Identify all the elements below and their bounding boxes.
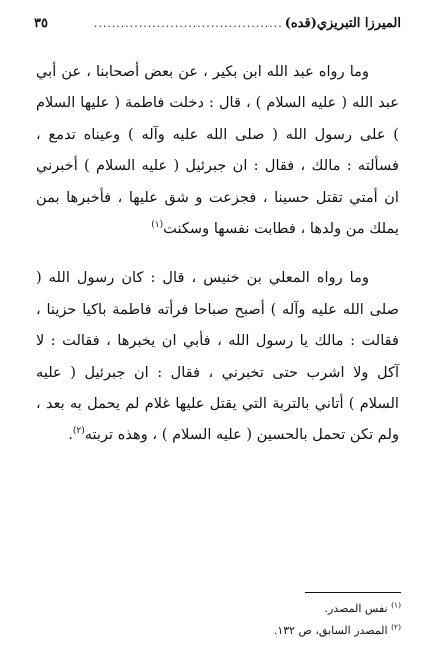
footnote-2 [40, 620, 401, 642]
footnote-2-mark: (٢) [391, 622, 401, 632]
footnote-1 [40, 598, 401, 620]
page-number: ٣٥ [34, 15, 48, 31]
body-text [36, 56, 399, 451]
header-leader-dots: .......................................... [93, 16, 283, 30]
footnotes [40, 598, 401, 642]
footnote-ref-2: (٢) [72, 426, 85, 437]
footnote-separator [305, 592, 401, 593]
paragraph-2 [36, 262, 399, 450]
footnote-2-text: المصدر السابق، ص ١٣٢. [273, 624, 388, 637]
paragraph-1-text: وما رواه عبد الله ابن بكير ، عن بعض أصحابنا ، عن أبي عبد الله ( عليه السلام ) ، قال : دخلت فاطمة ( عليها السلام ) على رسول الله ( صلى الله عليه وآله ) وعيناه تدمع ، فسألته : مالك ، فقال : ان جبرئيل ( عليه السلام ) أخبرني ان أمتي تقتل حسينا ، فجزعت و شق عليها ، فأخبرها بمن يملك من ولدها ، فطابت نفسها وسكنت [36, 63, 399, 238]
page-header [34, 12, 401, 34]
paragraph-1 [36, 56, 399, 244]
footnote-1-text: نفس المصدر. [324, 602, 388, 615]
footnote-1-mark: (١) [391, 600, 401, 610]
paragraph-2-end: . [68, 426, 73, 444]
paragraph-2-text: وما رواه المعلي بن خنيس ، قال : كان رسول الله ( صلى الله عليه وآله ) أصبح صباحا فرأته فاطمة باكيا حزينا ، فقالت : مالك يا رسول الله ، فأبي ان يخبرها ، فقالت : لا آكل ولا اشرب حتى تخبرني ، فقال : ان جبرئيل ( عليه السلام ) أتاني بالتربة التي يقتل عليها غلام لم يحمل به بعد ، ولم تكن تحمل بالحسين ( عليه السلام ) ، وهذه تربته [36, 269, 399, 444]
running-title: الميرزا التبريزي(قده) [284, 15, 401, 31]
footnote-ref-1: (١) [151, 220, 164, 231]
